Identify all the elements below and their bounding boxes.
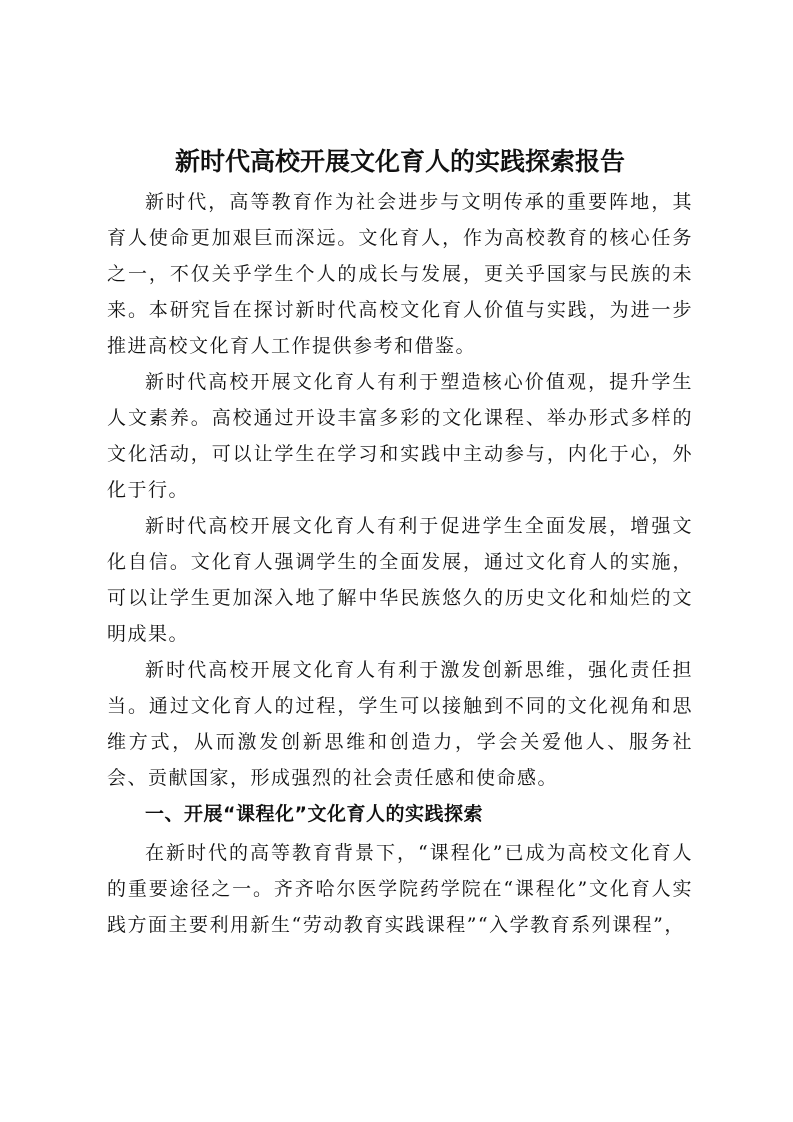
- section-heading: 一、开展“课程化”文化育人的实践探索: [145, 803, 483, 825]
- paragraph-intro: 新时代，高等教育作为社会进步与文明传承的重要阵地，其育人使命更加艰巨而深远。文化育人，作为高校教育的核心任务之一，不仅关乎学生个人的成长与发展，更关乎国家与民族的未来。本研究旨在探讨新时代高校文化育人价值与实践，为进一步推进高校文化育人工作提供参考和借鉴。: [107, 191, 693, 357]
- paragraph-innovation: 新时代高校开展文化育人有利于激发创新思维，强化责任担当。通过文化育人的过程，学生可以接触到不同的文化视角和思维方式，从而激发创新思维和创造力，学会关爱他人、服务社会、贡献国家，形成强烈的社会责任感和使命感。: [107, 659, 693, 789]
- document-title: 新时代高校开展文化育人的实践探索报告: [174, 147, 625, 176]
- paragraph-course: 在新时代的高等教育背景下，“课程化”已成为高校文化育人的重要途径之一。齐齐哈尔医学院药学院在“课程化”文化育人实践方面主要利用新生“劳动教育实践课程”“入学教育系列课程”，: [107, 842, 693, 936]
- paragraph-values: 新时代高校开展文化育人有利于塑造核心价值观，提升学生人文素养。高校通过开设丰富多彩的文化课程、举办形式多样的文化活动，可以让学生在学习和实践中主动参与，内化于心，外化于行。: [107, 371, 693, 501]
- document-page: [107, 140, 693, 943]
- paragraph-development: 新时代高校开展文化育人有利于促进学生全面发展，增强文化自信。文化育人强调学生的全面发展，通过文化育人的实施，可以让学生更加深入地了解中华民族悠久的历史文化和灿烂的文明成果。: [107, 515, 693, 645]
